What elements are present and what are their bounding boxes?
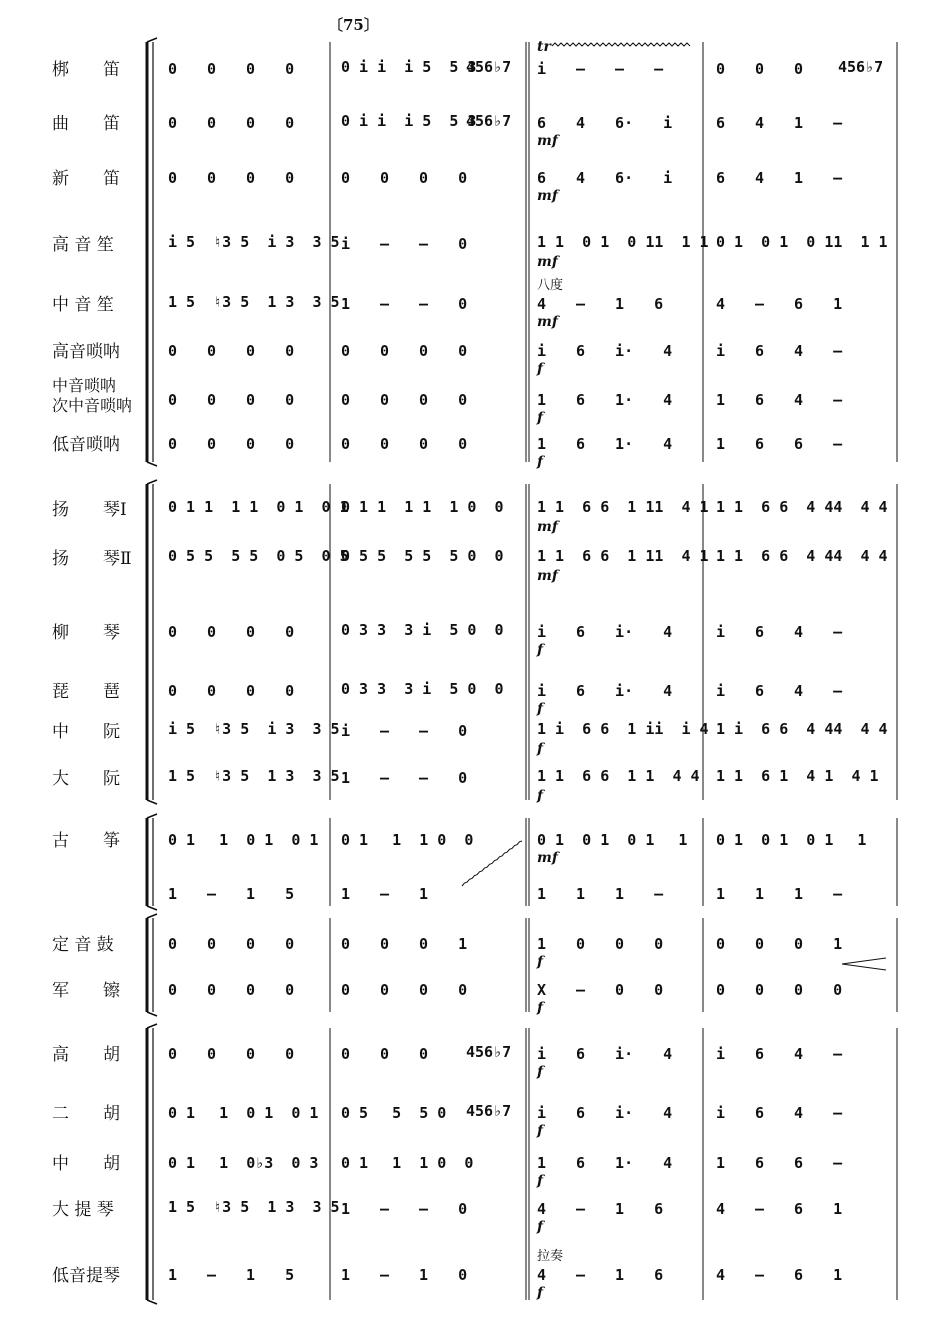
measure-3-guzheng: 0 1 0 1 0 1 1	[537, 831, 688, 849]
instrument-name-qudi: 曲 笛	[52, 114, 120, 134]
measure-3-diyintiqin: 4 – 1 6	[537, 1266, 664, 1284]
measure-4-zhongruan: 1 i 6 6 4 44 4 4	[716, 720, 888, 738]
dynamic-zhongruan: f	[537, 741, 544, 757]
instrument-name-bangdi: 梆 笛	[52, 60, 120, 80]
group-bracket-top-4	[147, 1024, 157, 1028]
measure-3-zhongyinsheng: 4 – 1 6	[537, 295, 664, 313]
measure-1-pipa: 0 0 0 0	[168, 682, 295, 700]
instrument-name-yangqin2: 扬 琴Ⅱ	[52, 549, 132, 569]
group-bracket-top-1	[147, 480, 157, 484]
dynamic-dingyingu: f	[537, 954, 544, 970]
group-bracket-bottom-3	[147, 1012, 157, 1016]
dynamic-xindi: mf	[537, 188, 558, 204]
instrument-name-liuqin: 柳 琴	[52, 623, 120, 643]
dynamic-liuqin: f	[537, 642, 544, 658]
measure-1-datiqin: 1 5 ♮3 5 1 3 3 5	[168, 1198, 340, 1216]
measure-4-liuqin: i 6 4 –	[716, 623, 843, 641]
dynamic-bangdi: tr	[537, 39, 551, 55]
instrument-name-gaoyinsheng: 高 音 笙	[52, 235, 114, 255]
measure-4-junbo: 0 0 0 0	[716, 981, 843, 999]
instrument-name-gaosuona: 高音唢呐	[52, 342, 120, 362]
measure-4-bangdi: 0 0 0	[716, 60, 804, 78]
dynamic-diyintiqin: f	[537, 1285, 544, 1301]
measure-4-diyinsuona: 1 6 6 –	[716, 435, 843, 453]
instrument-name-diyintiqin: 低音提琴	[52, 1266, 120, 1286]
dynamic-diyinsuona: f	[537, 454, 544, 470]
crescendo-hairpin-bottom	[842, 964, 886, 970]
measure-2-pipa: 0 3 3 3 i 5 0 0	[341, 680, 504, 698]
measure-1-dingyingu: 0 0 0 0	[168, 935, 295, 953]
measure-1-zhongyinsheng: 1 5 ♮3 5 1 3 3 5	[168, 293, 340, 311]
measure-1-zhongsuona: 0 0 0 0	[168, 391, 295, 409]
instrument-name-pipa: 琵 琶	[52, 682, 120, 702]
measure-2-erhu: 0 5 5 5 0	[341, 1104, 447, 1122]
instrument-name-daruan: 大 阮	[52, 769, 120, 789]
measure-4-daruan: 1 1 6 1 4 1 4 1	[716, 767, 879, 785]
group-bracket-bottom-0	[147, 462, 157, 466]
measure-1-bangdi: 0 0 0 0	[168, 60, 295, 78]
group-bracket-bottom-4	[147, 1300, 157, 1304]
measure-4-zhongyinsheng: 4 – 6 1	[716, 295, 843, 313]
measure-3-gaohu: i 6 i· 4	[537, 1045, 673, 1063]
instrument-name-xindi: 新 笛	[52, 169, 120, 189]
measure-3-gaoyinsheng: 1 1 0 1 0 11 1 1	[537, 233, 709, 251]
measure-2-liuqin: 0 3 3 3 i 5 0 0	[341, 621, 504, 639]
measure-4b-guzheng: 1 1 1 –	[716, 885, 843, 903]
measure-3-daruan: 1 1 6 6 1 1 4 4	[537, 767, 700, 785]
dynamic-yangqin2: mf	[537, 568, 558, 584]
instrument-name-yangqin1: 扬 琴Ⅰ	[52, 500, 127, 520]
measure-2-datiqin: 1 – – 0	[341, 1200, 468, 1218]
measure-3-yangqin1: 1 1 6 6 1 11 4 1	[537, 498, 709, 516]
instrument-name-zhonghu: 中 胡	[52, 1154, 120, 1174]
measure-3-zhongsuona: 1 6 1· 4	[537, 391, 673, 409]
crescendo-hairpin-top	[842, 958, 886, 964]
measure-1-yangqin2: 0 5 5 5 5 0 5 0 5	[168, 547, 349, 565]
instrument-name-zhongsuona: 中音唢呐 次中音唢呐	[52, 376, 133, 415]
measure-2-junbo: 0 0 0 0	[341, 981, 468, 999]
measure-4-erhu: i 6 4 –	[716, 1104, 843, 1122]
group-bracket-bottom-2	[147, 906, 157, 910]
measure-2-yangqin2: 0 5 5 5 5 5 0 0	[341, 547, 504, 565]
group-bracket-bottom-1	[147, 800, 157, 804]
measure-1-diyintiqin: 1 – 1 5	[168, 1266, 295, 1284]
measure-4-pipa: i 6 4 –	[716, 682, 843, 700]
measure-4-zhonghu: 1 6 6 –	[716, 1154, 843, 1172]
measure-1-zhongruan: i 5 ♮3 5 i 3 3 5	[168, 720, 340, 738]
measure-2b-gaohu: 456♭7	[466, 1043, 512, 1061]
instrument-name-gaohu: 高 胡	[52, 1045, 120, 1065]
measure-3-zhongruan: 1 i 6 6 1 ii i 4	[537, 720, 709, 738]
measure-1-zhonghu: 0 1 1 0♭3 0 3	[168, 1154, 319, 1172]
measure-2b-bangdi: 456♭7	[466, 58, 512, 76]
instrument-name-zhongruan: 中 阮	[52, 722, 120, 742]
measure-1-xindi: 0 0 0 0	[168, 169, 295, 187]
instrument-name-erhu: 二 胡	[52, 1104, 120, 1124]
measure-2-dingyingu: 0 0 0 1	[341, 935, 468, 953]
measure-1-liuqin: 0 0 0 0	[168, 623, 295, 641]
instrument-name-diyinsuona: 低音唢呐	[52, 435, 120, 455]
measure-3-diyinsuona: 1 6 1· 4	[537, 435, 673, 453]
instrument-name-zhongyinsheng: 中 音 笙	[52, 295, 114, 315]
measure-1b-guzheng: 1 – 1 5	[168, 885, 295, 903]
dynamic-junbo: f	[537, 1000, 544, 1016]
measure-3-liuqin: i 6 i· 4	[537, 623, 673, 641]
dynamic-gaosuona: f	[537, 361, 544, 377]
measure-1-junbo: 0 0 0 0	[168, 981, 295, 999]
instrument-name-dingyingu: 定 音 鼓	[52, 935, 114, 955]
measure-2-daruan: 1 – – 0	[341, 769, 468, 787]
dynamic-gaoyinsheng: mf	[537, 254, 558, 270]
dynamic-qudi: mf	[537, 133, 558, 149]
dynamic-erhu: f	[537, 1123, 544, 1139]
measure-4-guzheng: 0 1 0 1 0 1 1	[716, 831, 867, 849]
measure-3-erhu: i 6 i· 4	[537, 1104, 673, 1122]
measure-1-daruan: 1 5 ♮3 5 1 3 3 5	[168, 767, 340, 785]
measure-1-diyinsuona: 0 0 0 0	[168, 435, 295, 453]
measure-4b-bangdi: 456♭7	[838, 58, 884, 76]
measure-4-gaoyinsheng: 0 1 0 1 0 11 1 1	[716, 233, 888, 251]
measure-1-erhu: 0 1 1 0 1 0 1	[168, 1104, 319, 1122]
measure-3-bangdi: i – – –	[537, 60, 664, 78]
measure-2-zhongyinsheng: 1 – – 0	[341, 295, 468, 313]
measure-3-gaosuona: i 6 i· 4	[537, 342, 673, 360]
dynamic-zhongyinsheng: mf	[537, 314, 558, 330]
measure-2-bangdi: 0 i i i 5 5 3	[341, 58, 477, 76]
measure-4-datiqin: 4 – 6 1	[716, 1200, 843, 1218]
instrument-name-guzheng: 古 筝	[52, 831, 120, 851]
measure-3-qudi: 6 4 6· i	[537, 114, 673, 132]
measure-2-gaoyinsheng: i – – 0	[341, 235, 468, 253]
dynamic-guzheng: mf	[537, 850, 558, 866]
measure-2-guzheng: 0 1 1 1 0 0	[341, 831, 474, 849]
instrument-name-datiqin: 大 提 琴	[52, 1200, 114, 1220]
dynamic-zhonghu: f	[537, 1173, 544, 1189]
rehearsal-mark: 〔75〕	[328, 16, 379, 34]
dynamic-daruan: f	[537, 788, 544, 804]
measure-4-xindi: 6 4 1 –	[716, 169, 843, 187]
measure-4-gaohu: i 6 4 –	[716, 1045, 843, 1063]
group-bracket-top-0	[147, 38, 157, 42]
annotation-diyintiqin: 拉奏	[537, 1249, 564, 1264]
measure-2-zhonghu: 0 1 1 1 0 0	[341, 1154, 474, 1172]
instrument-name-junbo: 军 镲	[52, 981, 120, 1001]
measure-1-yangqin1: 0 1 1 1 1 0 1 0 1	[168, 498, 349, 516]
group-bracket-top-2	[147, 814, 157, 818]
measure-2b-erhu: 456♭7	[466, 1102, 512, 1120]
measure-3-datiqin: 4 – 1 6	[537, 1200, 664, 1218]
trill-line	[552, 43, 690, 46]
measure-1-gaohu: 0 0 0 0	[168, 1045, 295, 1063]
measure-1-gaoyinsheng: i 5 ♮3 5 i 3 3 5	[168, 233, 340, 251]
measure-3-dingyingu: 1 0 0 0	[537, 935, 664, 953]
measure-4-qudi: 6 4 1 –	[716, 114, 843, 132]
measure-1-qudi: 0 0 0 0	[168, 114, 295, 132]
measure-2b-guzheng: 1 – 1	[341, 885, 429, 903]
measure-1-gaosuona: 0 0 0 0	[168, 342, 295, 360]
annotation-zhongyinsheng: 八度	[537, 278, 564, 293]
measure-2-zhongsuona: 0 0 0 0	[341, 391, 468, 409]
measure-4-yangqin2: 1 1 6 6 4 44 4 4	[716, 547, 888, 565]
measure-2b-qudi: 456♭7	[466, 112, 512, 130]
measure-2-xindi: 0 0 0 0	[341, 169, 468, 187]
dynamic-yangqin1: mf	[537, 519, 558, 535]
measure-2-gaohu: 0 0 0	[341, 1045, 429, 1063]
measure-3-zhonghu: 1 6 1· 4	[537, 1154, 673, 1172]
measure-3-junbo: X – 0 0	[537, 981, 664, 999]
measure-4-dingyingu: 0 0 0 1	[716, 935, 843, 953]
measure-3b-guzheng: 1 1 1 –	[537, 885, 664, 903]
measure-2-qudi: 0 i i i 5 5 3	[341, 112, 477, 130]
measure-2-diyintiqin: 1 – 1 0	[341, 1266, 468, 1284]
dynamic-datiqin: f	[537, 1219, 544, 1235]
dynamic-gaohu: f	[537, 1064, 544, 1080]
dynamic-pipa: f	[537, 701, 544, 717]
measure-4-diyintiqin: 4 – 6 1	[716, 1266, 843, 1284]
measure-2-diyinsuona: 0 0 0 0	[341, 435, 468, 453]
measure-3-xindi: 6 4 6· i	[537, 169, 673, 187]
measure-1-guzheng: 0 1 1 0 1 0 1	[168, 831, 319, 849]
group-bracket-top-3	[147, 914, 157, 918]
measure-4-yangqin1: 1 1 6 6 4 44 4 4	[716, 498, 888, 516]
measure-4-zhongsuona: 1 6 4 –	[716, 391, 843, 409]
measure-2-gaosuona: 0 0 0 0	[341, 342, 468, 360]
measure-4-gaosuona: i 6 4 –	[716, 342, 843, 360]
dynamic-zhongsuona: f	[537, 410, 544, 426]
measure-2-zhongruan: i – – 0	[341, 722, 468, 740]
measure-3-yangqin2: 1 1 6 6 1 11 4 1	[537, 547, 709, 565]
measure-3-pipa: i 6 i· 4	[537, 682, 673, 700]
measure-2-yangqin1: 0 1 1 1 1 1 0 0	[341, 498, 504, 516]
